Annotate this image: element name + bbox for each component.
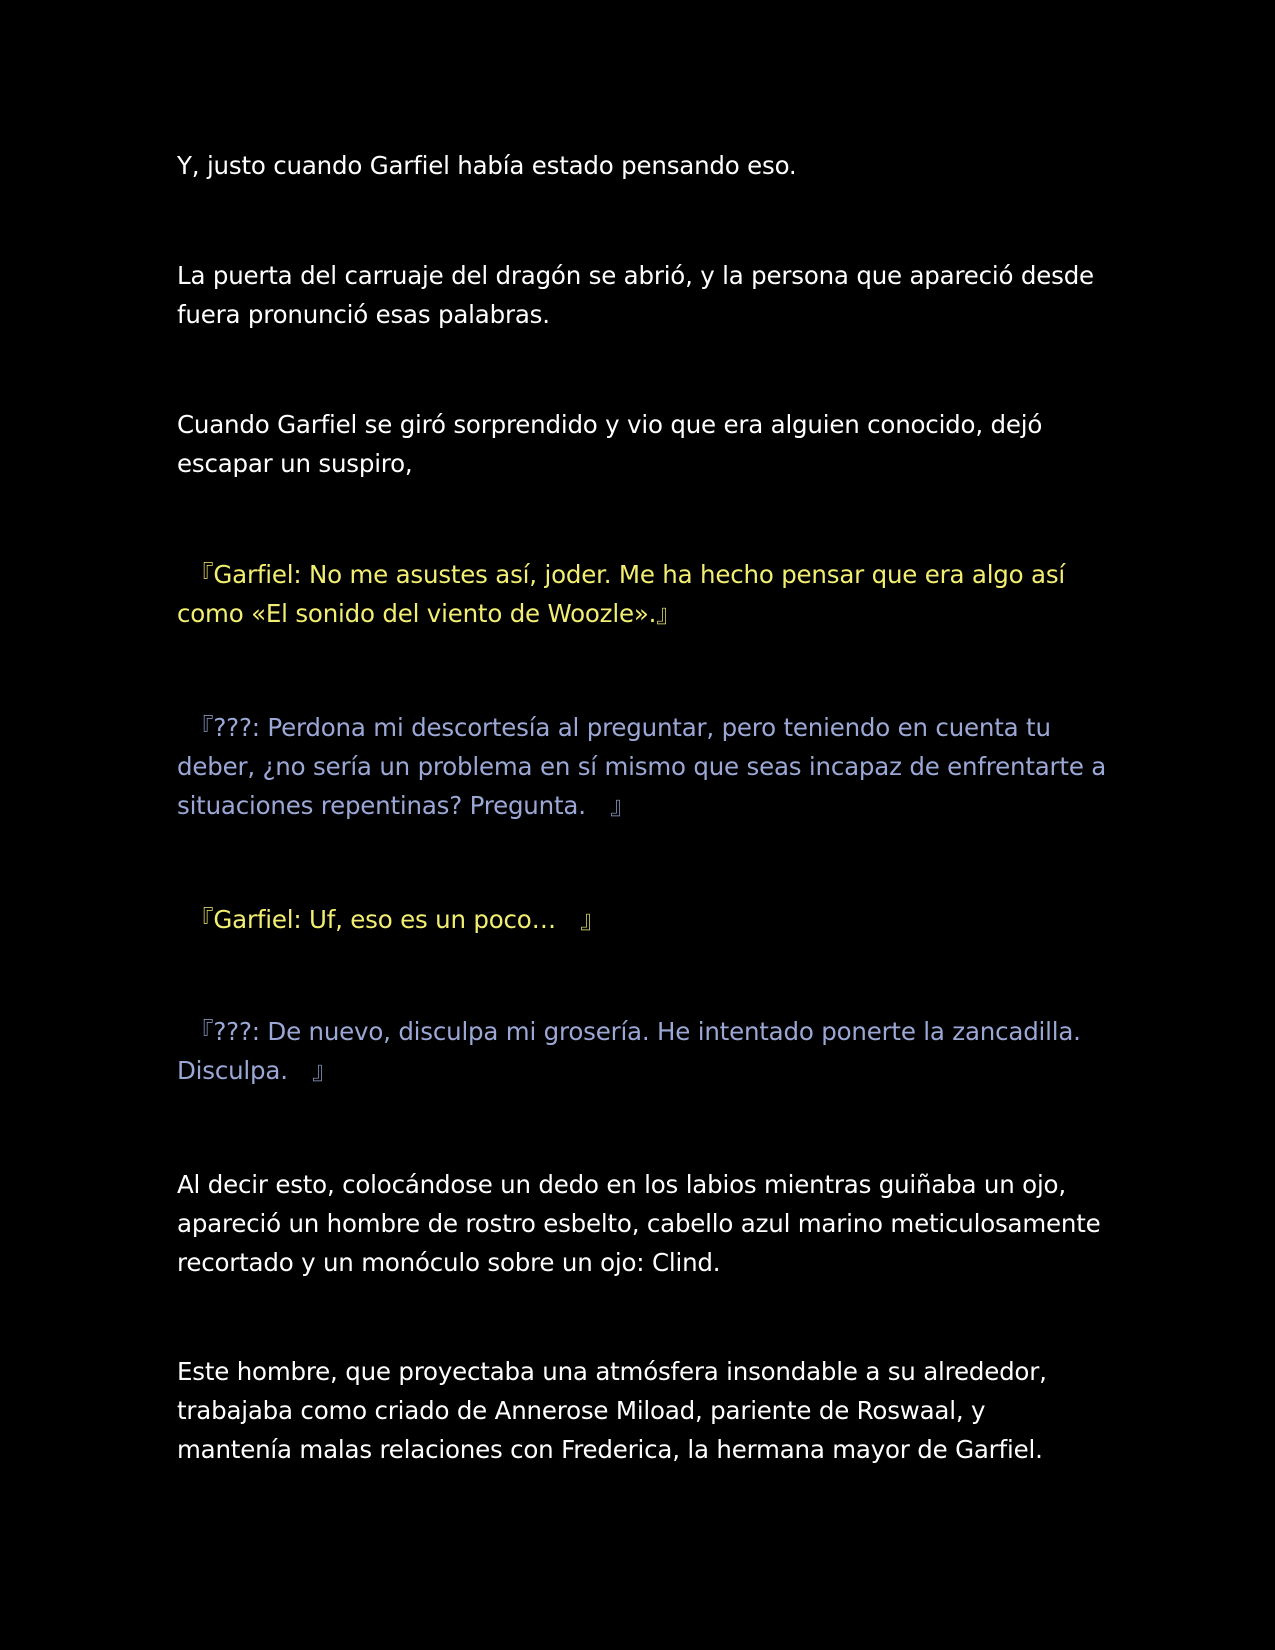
narration-paragraph: Al decir esto, colocándose un dedo en los labios mientras guiñaba un ojo, apareció un hombre de rostro esbelto, cabello azul marino meticulosamente recortado y un monóculo sobre un ojo: Clind.: [177, 1170, 1101, 1277]
unknown-speaker-dialogue: 『???: De nuevo, disculpa mi grosería. He intentado ponerte la zancadilla. Disculpa. 』: [177, 1017, 1081, 1085]
garfiel-dialogue: 『Garfiel: Uf, eso es un poco… 』: [177, 905, 605, 934]
narration-paragraph: Y, justo cuando Garfiel había estado pensando eso.: [177, 151, 797, 180]
narration-paragraph: Este hombre, que proyectaba una atmósfera insondable a su alrededor, trabajaba como criado de Annerose Miload, pariente de Roswaal, y mantenía malas relaciones con Frederica, la hermana mayor de Garfiel.: [177, 1357, 1047, 1464]
narration-paragraph: Cuando Garfiel se giró sorprendido y vio que era alguien conocido, dejó escapar un suspiro,: [177, 410, 1043, 478]
garfiel-dialogue: 『Garfiel: No me asustes así, joder. Me ha hecho pensar que era algo así como «El sonido del viento de Woozle».』: [177, 560, 1066, 628]
unknown-speaker-dialogue: 『???: Perdona mi descortesía al preguntar, pero teniendo en cuenta tu deber, ¿no sería un problema en sí mismo que seas incapaz de enfrentarte a situaciones repentinas? Pregunta. 』: [177, 713, 1107, 820]
narration-paragraph: La puerta del carruaje del dragón se abrió, y la persona que apareció desde fuera pronunció esas palabras.: [177, 261, 1094, 329]
